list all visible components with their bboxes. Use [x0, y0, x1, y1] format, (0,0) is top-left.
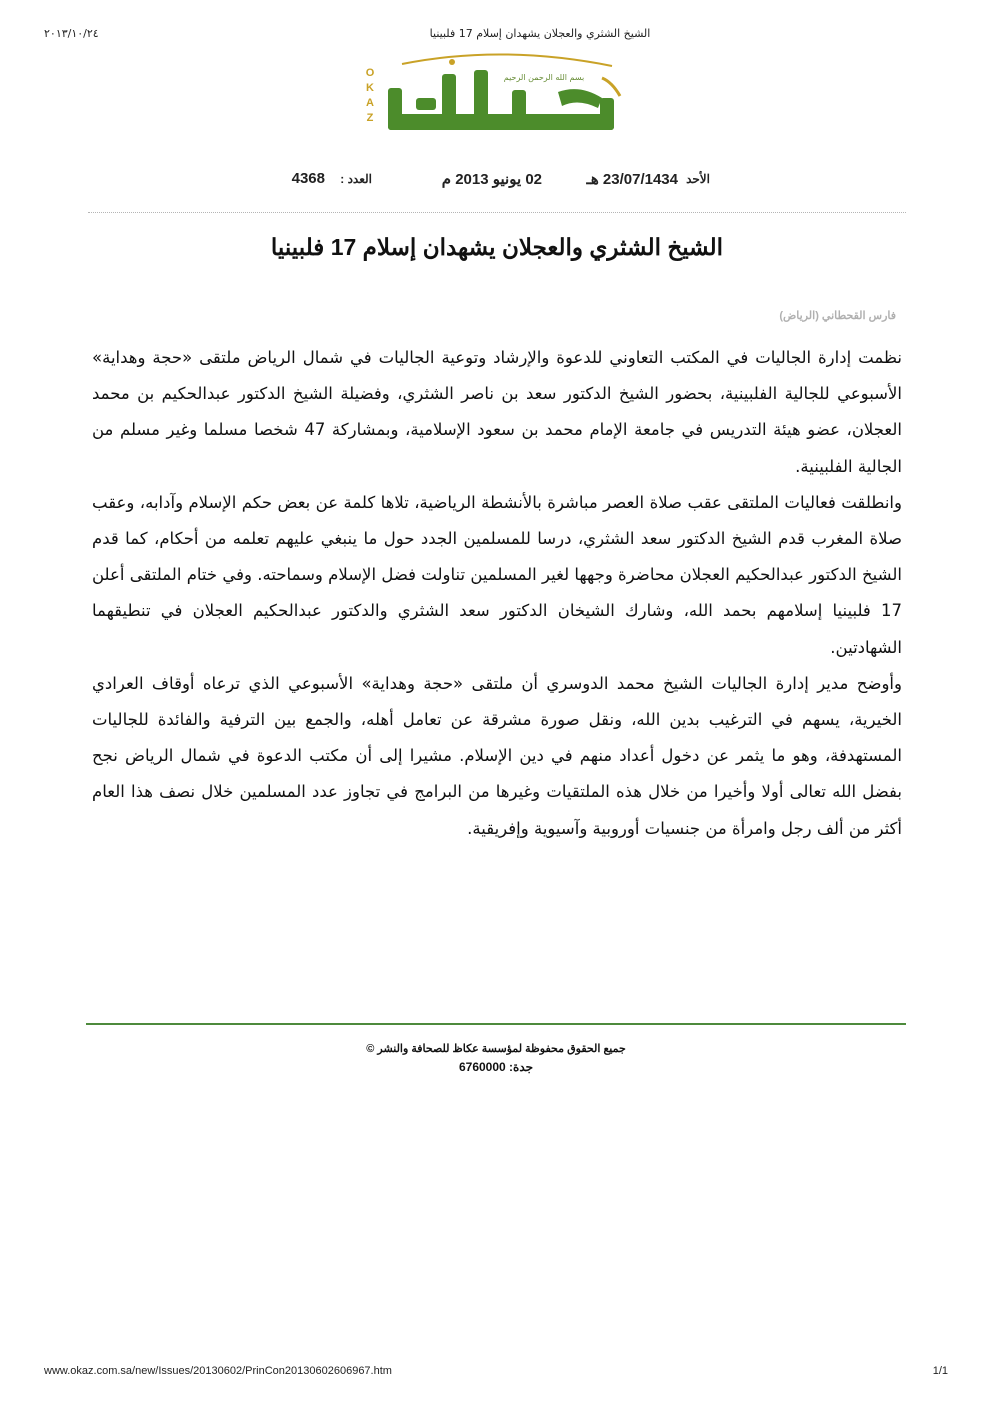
okaz-logo	[362, 48, 634, 142]
issue-number: 4368	[291, 170, 325, 187]
logo-latin-letters	[366, 67, 375, 124]
logo-tagline: بسم الله الرحمن الرحيم	[503, 73, 585, 82]
dotted-divider	[88, 212, 906, 213]
issue-hijri-date: 23/07/1434 هـ	[586, 171, 678, 188]
logo-latin-letter: O	[365, 67, 375, 79]
footer-jeddah-label: جدة:	[509, 1060, 534, 1074]
article-paragraph: وأوضح مدير إدارة الجاليات الشيخ محمد الدوسري أن ملتقى «حجة وهداية» الأسبوعي الذي ترعاه أوقاف العرادي الخيرية، يسهم في الترغيب بدين الله، ونقل صورة مشرقة عن تعامل أهله، والجمع بين الترفية والفائدة للجاليات المستهدفة، وهو ما يثمر عن دخول أعداد منهم في دين الإسلام. مشيرا إلى أن مكتب الدعوة في شمال الرياض نجح بفضل الله تعالى أولا وأخيرا من خلال هذه الملتقيات وغيرها من البرامج في تجاوز عدد المسلمين خلال نصف هذا العام أكثر من ألف رجل وامرأة من جنسيات أوروبية وآسيوية وإفريقية.	[92, 673, 902, 838]
logo-latin-letter: K	[366, 82, 374, 94]
issue-day: الأحد	[686, 172, 710, 186]
issue-number-label: العدد :	[340, 172, 372, 186]
logo-latin-letter: A	[366, 97, 374, 109]
print-header-title: الشيخ الشثري والعجلان يشهدان إسلام 17 فلبينيا	[429, 27, 651, 40]
footer-jeddah-number: 6760000	[458, 1060, 506, 1074]
okaz-logo-graphic	[362, 48, 634, 142]
issue-gregorian-date: 02 يونيو 2013 م	[441, 171, 542, 188]
footer-divider	[86, 1023, 906, 1025]
issue-info	[270, 170, 720, 190]
print-footer-page-number: 1/1	[932, 1365, 948, 1377]
logo-latin-letter: Z	[366, 112, 374, 124]
article-byline: فارس القحطاني (الرياض)	[779, 310, 896, 322]
article-paragraph: وانطلقت فعاليات الملتقى عقب صلاة العصر مباشرة بالأنشطة الرياضية، تلاها كلمة عن بعض حكم الإسلام وآدابه، وعقب صلاة المغرب قدم الشيخ الدكتور سعد الشثري، درسا للمسلمين الجدد حول ما ينبغي عليهم تعلمه من أحكام، كما قدم الشيخ الدكتور عبدالحكيم العجلان محاضرة وجهها لغير المسلمين تناولت فضل الإسلام وسماحته. وفي ختام الملتقى أعلن 17 فلبينيا إسلامهم بحمد الله، وشارك الشيخان الدكتور سعد الشثري والدكتور عبدالحكيم العجلان في تنطيقهما الشهادتين.	[92, 492, 902, 657]
print-footer-url: www.okaz.com.sa/new/Issues/20130602/PrinCon20130602606967.htm	[44, 1365, 392, 1377]
article-paragraph: نظمت إدارة الجاليات في المكتب التعاوني للدعوة والإرشاد وتوعية الجاليات في شمال الرياض ملتقى «حجة وهداية» الأسبوعي للجالية الفلبينية، بحضور الشيخ الدكتور سعد بن ناصر الشثري، وفضيلة الشيخ الدكتور عبدالحكيم بن محمد العجلان، عضو هيئة التدريس في جامعة الإمام محمد بن سعود الإسلامية، وبمشاركة 47 شخصا مسلما وغير مسلم من الجالية الفلبينية.	[92, 348, 903, 476]
print-header-date: ٢٠١٣/١٠/٢٤	[44, 27, 99, 40]
footer-copyright: جميع الحقوق محفوظة لمؤسسة عكاظ للصحافة والنشر ©	[366, 1043, 626, 1055]
article-headline: الشيخ الشثري والعجلان يشهدان إسلام 17 فلبينيا	[270, 234, 724, 260]
article-body	[92, 340, 902, 847]
footer-jeddah-phone	[0, 1060, 992, 1074]
